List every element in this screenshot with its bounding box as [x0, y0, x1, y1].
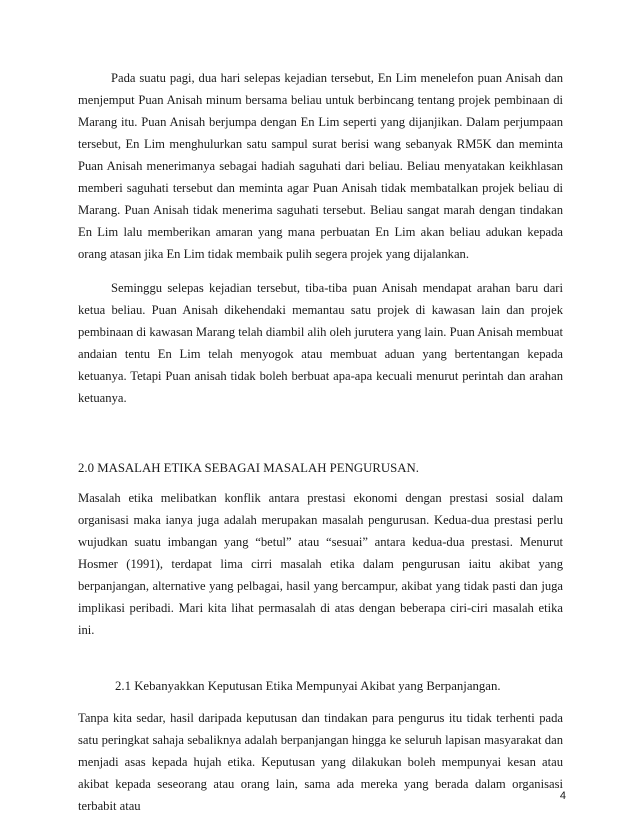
- paragraph-3: Masalah etika melibatkan konflik antara prestasi ekonomi dengan prestasi sosial dalam organisasi maka ianya juga adalah merupakan masalah pengurusan. Kedua-dua prestasi perlu wujudkan suatu imbangan yang “betul” atau “sesuai” antara kedua-dua prestasi. Menurut Hosmer (1991), terdapat lima cirri masalah etika dalam pengurusan iaitu akibat yang berpanjangan, alternative yang pelbagai, hasil yang bercampur, akibat yang tidak pasti dan juga implikasi peribadi. Mari kita lihat permasalah di atas dengan beberapa ciri-ciri masalah etika ini.: [78, 491, 563, 637]
- page-content: [78, 67, 563, 817]
- paragraph-1: Pada suatu pagi, dua hari selepas kejadian tersebut, En Lim menelefon puan Anisah dan menjemput Puan Anisah minum bersama beliau untuk berbincang tentang projek pembinaan di Marang itu. Puan Anisah berjumpa dengan En Lim seperti yang dijanjikan. Dalam perjumpaan tersebut, En Lim menghulurkan satu sampul surat berisi wang sebanyak RM5K dan meminta Puan Anisah menerimanya sebagai hadiah saguhati dari beliau. Beliau menyatakan keikhlasan memberi saguhati tersebut dan meminta agar Puan Anisah tidak membatalkan projek beliau di Marang. Puan Anisah tidak menerima saguhati tersebut. Beliau sangat marah dengan tindakan En Lim lalu memberikan amaran yang mana perbuatan En Lim akan beliau adukan kepada orang atasan jika En Lim tidak membaik pulih segera projek yang dijalankan.: [78, 71, 563, 261]
- section-heading-2-0: 2.0 MASALAH ETIKA SEBAGAI MASALAH PENGURUSAN.: [78, 461, 419, 475]
- subsection-heading-2-1: 2.1 Kebanyakkan Keputusan Etika Mempunyai Akibat yang Berpanjangan.: [115, 679, 501, 693]
- page-number: 4: [559, 790, 566, 802]
- paragraph-4: Tanpa kita sedar, hasil daripada keputusan dan tindakan para pengurus itu tidak terhenti pada satu peringkat sahaja sebaliknya adalah berpanjangan hingga ke seluruh lapisan masyarakat dan menjadi asas kepada hujah etika. Keputusan yang dilakukan boleh mempunyai kesan atau akibat kepada seseorang atau orang lain, sama ada mereka yang berada dalam organisasi terbabit atau: [78, 711, 563, 813]
- paragraph-2: Seminggu selepas kejadian tersebut, tiba-tiba puan Anisah mendapat arahan baru dari ketua beliau. Puan Anisah dikehendaki memantau satu projek di kawasan lain dan projek pembinaan di kawasan Marang telah diambil alih oleh jurutera yang lain. Puan Anisah membuat andaian tentu En Lim telah menyogok atau membuat aduan yang bertentangan kepada ketuanya. Tetapi Puan anisah tidak boleh berbuat apa-apa kecuali menurut perintah dan arahan ketuanya.: [78, 281, 563, 405]
